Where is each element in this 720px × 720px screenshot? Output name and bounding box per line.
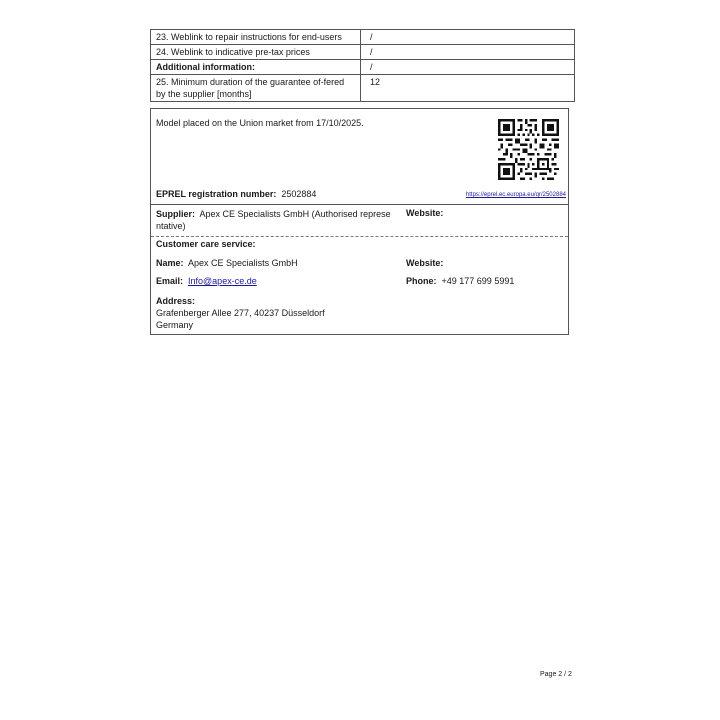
divider [151,204,568,205]
qr-code-icon[interactable] [498,119,559,180]
row-value: / [361,30,575,45]
address-country: Germany [156,320,194,330]
dashed-divider [151,236,568,237]
placed-on-market-text: Model placed on the Union market from 17/10/2025. [156,118,364,128]
supplier-label: Supplier: [156,209,196,219]
phone-value: +49 177 699 5991 [441,276,515,286]
page-number: Page 2 / 2 [540,671,572,678]
table-row [151,30,575,45]
table-body [151,30,575,102]
registration-label: EPREL registration number: [156,189,277,199]
care-address [156,295,325,331]
row-label: 24. Weblink to indicative pre-tax prices [151,45,361,60]
care-phone [406,276,514,286]
phone-label: Phone: [406,276,437,286]
email-label: Email: [156,276,184,286]
table-row [151,60,575,75]
eprel-link[interactable]: https://eprel.ec.europa.eu/qr/2502884 [465,192,566,198]
supplier-info [156,208,396,232]
table-row [151,75,575,102]
customer-care-title: Customer care service: [156,239,256,249]
email-link[interactable]: Info@apex-ce.de [188,276,257,286]
eprel-info-box [150,108,569,335]
care-website-label: Website: [406,258,444,268]
row-value: / [361,45,575,60]
product-info-table [150,29,575,102]
row-value: / [361,60,575,75]
supplier-website-label: Website: [406,208,444,218]
row-label: 23. Weblink to repair instructions for end-users [151,30,361,45]
supplier-value: Apex CE Specialists GmbH (Authorised represe ntative) [156,209,391,231]
address-label: Address: [156,296,196,306]
row-label: 25. Minimum duration of the guarantee of-fered by the supplier [months] [151,75,361,102]
care-email [156,276,257,286]
address-line: Grafenberger Allee 277, 40237 Düsseldorf [156,308,325,318]
eprel-registration [156,189,316,199]
row-label: Additional information: [151,60,361,75]
registration-number: 2502884 [281,189,317,199]
row-value: 12 [361,75,575,102]
name-label: Name: [156,258,184,268]
care-name [156,258,298,268]
name-value: Apex CE Specialists GmbH [188,258,298,268]
table-row [151,45,575,60]
